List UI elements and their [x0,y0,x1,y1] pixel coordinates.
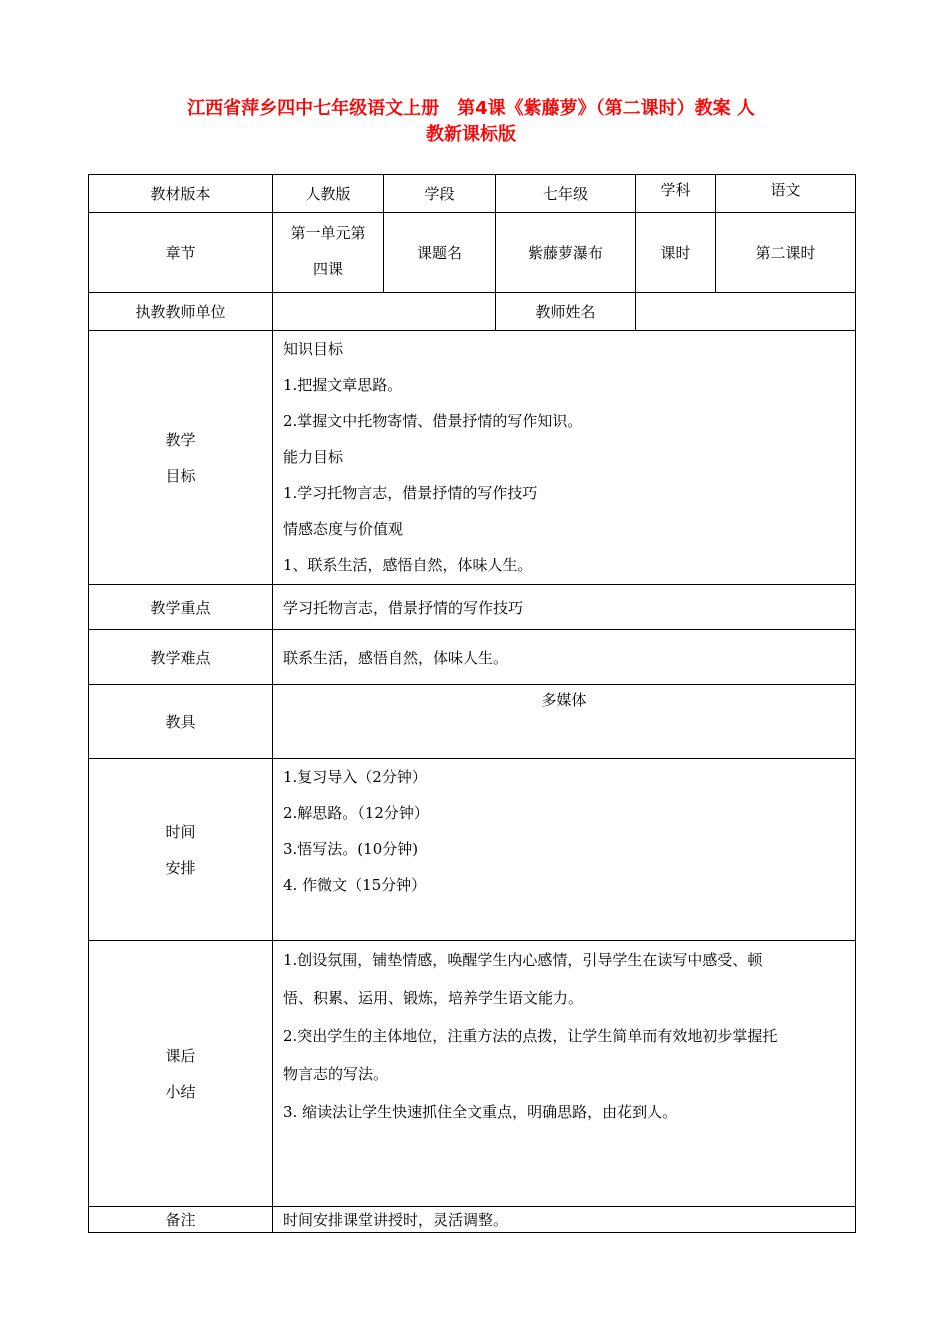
summary-line: 3. 缩读法让学生快速抓住全文重点，明确思路，由花到人。 [283,1103,678,1121]
summary-line: 1.创设氛围，铺垫情感，唤醒学生内心感情，引导学生在读写中感受、顿 [283,951,763,969]
subject-label: 学科 [636,175,716,213]
schedule-line: 3.悟写法。(10分钟) [283,840,419,858]
lesson-value: 紫藤萝瀑布 [496,213,636,293]
textbook-label: 教材版本 [89,175,273,213]
row-schedule [89,759,856,941]
goal-line: 能力目标 [283,448,344,466]
schedule-line: 2.解思路。（12分钟） [283,804,429,822]
schedule-label [89,759,273,941]
document-title [88,96,854,148]
key-point-value: 学习托物言志，借景抒情的写作技巧 [273,585,856,630]
stage-value: 七年级 [496,175,636,213]
difficulty-value: 联系生活，感悟自然，体味人生。 [273,630,856,685]
goal-line: 2.掌握文中托物寄情、借景抒情的写作知识。 [283,412,583,430]
unit-label: 执教教师单位 [89,293,273,331]
goal-line: 知识目标 [283,340,344,358]
goal-line: 1.把握文章思路。 [283,376,403,394]
row-tools [89,685,856,759]
row-goals [89,331,856,585]
row-summary [89,941,856,1207]
key-point-label: 教学重点 [89,585,273,630]
goal-line: 1.学习托物言志，借景抒情的写作技巧 [283,484,538,502]
goals-label [89,331,273,585]
chapter-value-line-1: 第一单元第 [290,224,366,242]
teacher-label: 教师姓名 [496,293,636,331]
goal-line: 1、联系生活，感悟自然，体味人生。 [283,556,533,574]
schedule-label-line-2: 安排 [165,858,196,877]
unit-value [273,293,496,331]
lesson-plan-table [88,174,856,1233]
stage-label: 学段 [384,175,496,213]
schedule-label-line-1: 时间 [165,822,196,841]
summary-line: 物言志的写法。 [283,1065,389,1083]
title-line-1: 江西省萍乡四中七年级语文上册 第4课《紫藤萝》（第二课时）教案 人 [187,98,755,119]
schedule-content [273,759,856,941]
tools-label: 教具 [89,685,273,759]
tools-value: 多媒体 [273,685,856,759]
goals-label-line-1: 教学 [165,430,196,449]
row-teacher [89,293,856,331]
summary-label-line-1: 课后 [165,1046,196,1065]
schedule-line: 4. 作微文（15分钟） [283,876,427,894]
schedule-line: 1.复习导入（2分钟） [283,768,427,786]
summary-line: 悟、积累、运用、锻炼，培养学生语文能力。 [283,989,584,1007]
summary-label-line-2: 小结 [165,1082,196,1101]
teacher-value [636,293,856,331]
chapter-value [273,213,384,293]
row-textbook [89,175,856,213]
goals-label-line-2: 目标 [165,466,196,485]
remarks-label: 备注 [89,1207,273,1233]
row-remarks [89,1207,856,1233]
title-line-2: 教新课标版 [426,124,516,145]
summary-label [89,941,273,1207]
remarks-value: 时间安排课堂讲授时，灵活调整。 [273,1207,856,1233]
chapter-value-line-2: 四课 [312,260,343,278]
lesson-label: 课题名 [384,213,496,293]
subject-value: 语文 [716,175,856,213]
chapter-label: 章节 [89,213,273,293]
period-value: 第二课时 [716,213,856,293]
summary-line: 2.突出学生的主体地位，注重方法的点拨，让学生简单而有效地初步掌握托 [283,1027,778,1045]
row-chapter [89,213,856,293]
difficulty-label: 教学难点 [89,630,273,685]
row-key-point [89,585,856,630]
textbook-value: 人教版 [273,175,384,213]
summary-content [273,941,856,1207]
period-label: 课时 [636,213,716,293]
goals-content [273,331,856,585]
row-difficulty [89,630,856,685]
goal-line: 情感态度与价值观 [283,520,404,538]
